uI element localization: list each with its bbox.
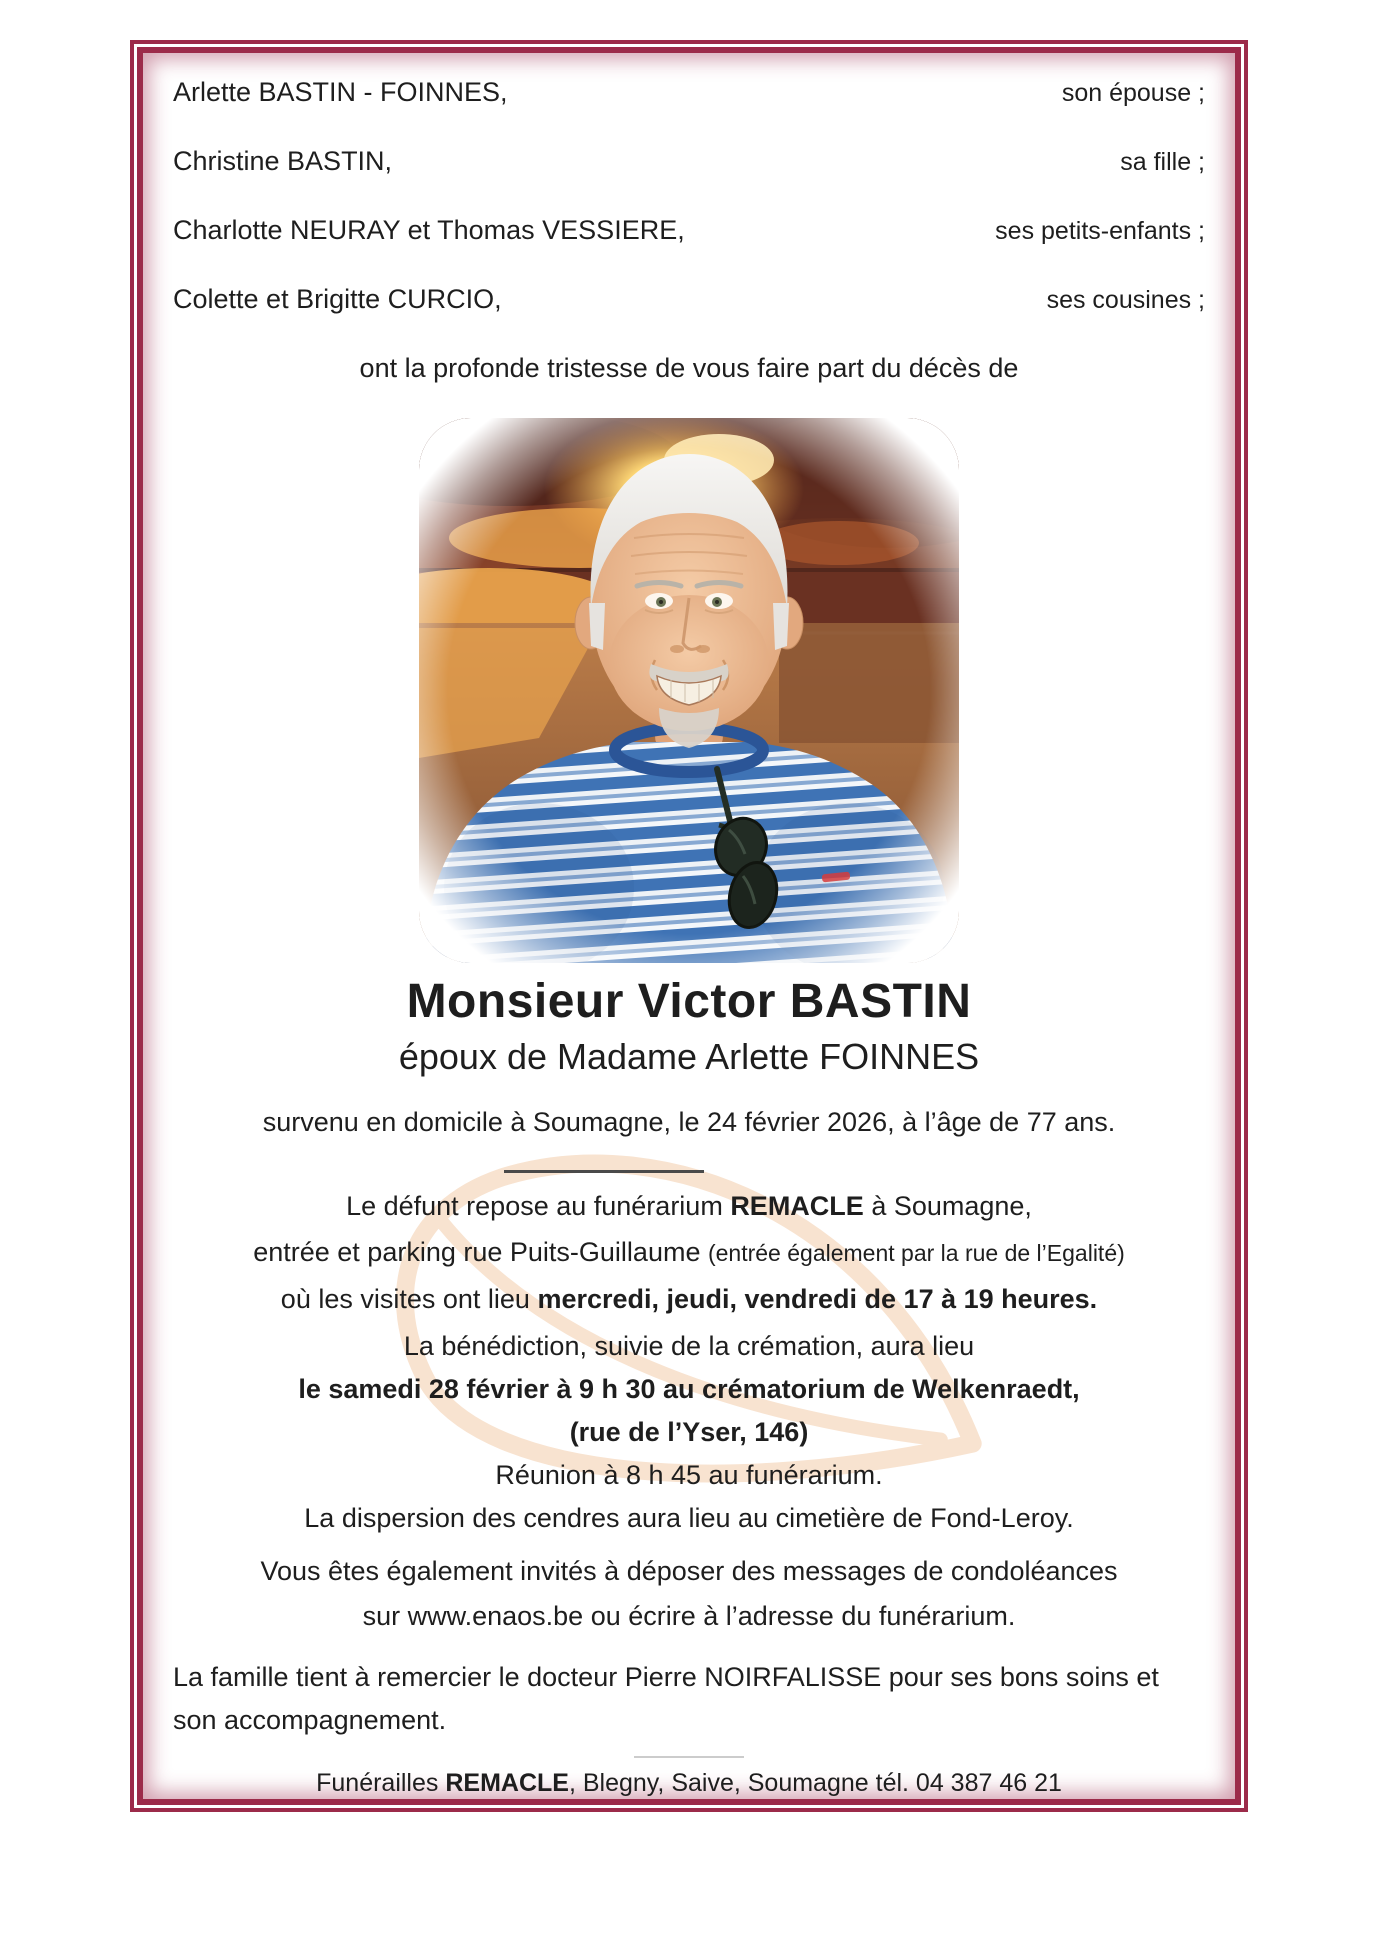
entrance-line: entrée et parking rue Puits-Guillaume (entrée également par la rue de l’Egalité) [253,1237,1125,1267]
decorative-frame [130,40,1248,1812]
family-row [173,286,1205,314]
footer-divider [634,1756,744,1758]
family-name: Arlette BASTIN - FOINNES, [173,77,508,107]
deceased-spouse-line: époux de Madame Arlette FOINNES [398,1036,980,1077]
thanks-paragraph: La famille tient à remercier le docteur Pierre NOIRFALISSE pour ses bons soins et son accompagnement. [173,1662,1159,1735]
reunion-line: Réunion à 8 h 45 au funérarium. [495,1460,883,1490]
ceremony-block [173,1333,1205,1489]
entrance-note: (entrée également par la rue de l’Egalité) [707,1240,1125,1266]
family-name: Christine BASTIN, [173,146,393,176]
dispersion-line: La dispersion des cendres aura lieu au cimetière de Fond-Leroy. [304,1503,1074,1533]
family-row [173,79,1205,107]
condolences-block [173,1558,1205,1630]
footer-funeral-home-name: REMACLE [445,1769,569,1797]
funeral-home-block [173,1193,1205,1313]
family-name: Colette et Brigitte CURCIO, [173,284,502,314]
portrait-photo [419,418,959,963]
visits-line: où les visites ont lieu mercredi, jeudi, vendredi de 17 à 19 heures. [280,1284,1098,1314]
benediction-line: La bénédiction, suivie de la crémation, aura lieu [403,1331,975,1361]
condolences-line-1: Vous êtes également invités à déposer des messages de condoléances [260,1556,1118,1586]
family-relation: sa fille ; [1120,148,1205,176]
death-details-line: survenu en domicile à Soumagne, le 24 février 2026, à l’âge de 77 ans. [262,1107,1116,1137]
cremation-line: le samedi 28 février à 9 h 30 au crématorium de Welkenraedt, [298,1374,1080,1404]
family-row [173,217,1205,245]
family-relation: ses cousines ; [1046,286,1205,314]
family-relation: son épouse ; [1061,79,1205,107]
funeral-home-name: REMACLE [730,1191,864,1221]
family-row [173,148,1205,176]
footer-line: Funérailles REMACLE, Blegny, Saive, Soumagne tél. 04 387 46 21 [316,1769,1062,1797]
condolences-line-2: sur www.enaos.be ou écrire à l’adresse du funérarium. [362,1601,1016,1631]
decorative-frame-inner [137,47,1241,1805]
crematorium-address-line: (rue de l’Yser, 146) [569,1417,809,1447]
intro-line: ont la profonde tristesse de vous faire part du décès de [359,353,1019,383]
repose-line: Le défunt repose au funérarium REMACLE à Soumagne, [346,1191,1032,1221]
deceased-name: Monsieur Victor BASTIN [406,975,972,1028]
announcement-content [143,53,1235,1799]
section-divider [504,1170,704,1173]
family-relation: ses petits-enfants ; [995,217,1205,245]
family-name: Charlotte NEURAY et Thomas VESSIERE, [173,215,685,245]
visits-schedule: mercredi, jeudi, vendredi de 17 à 19 heures. [537,1284,1098,1314]
